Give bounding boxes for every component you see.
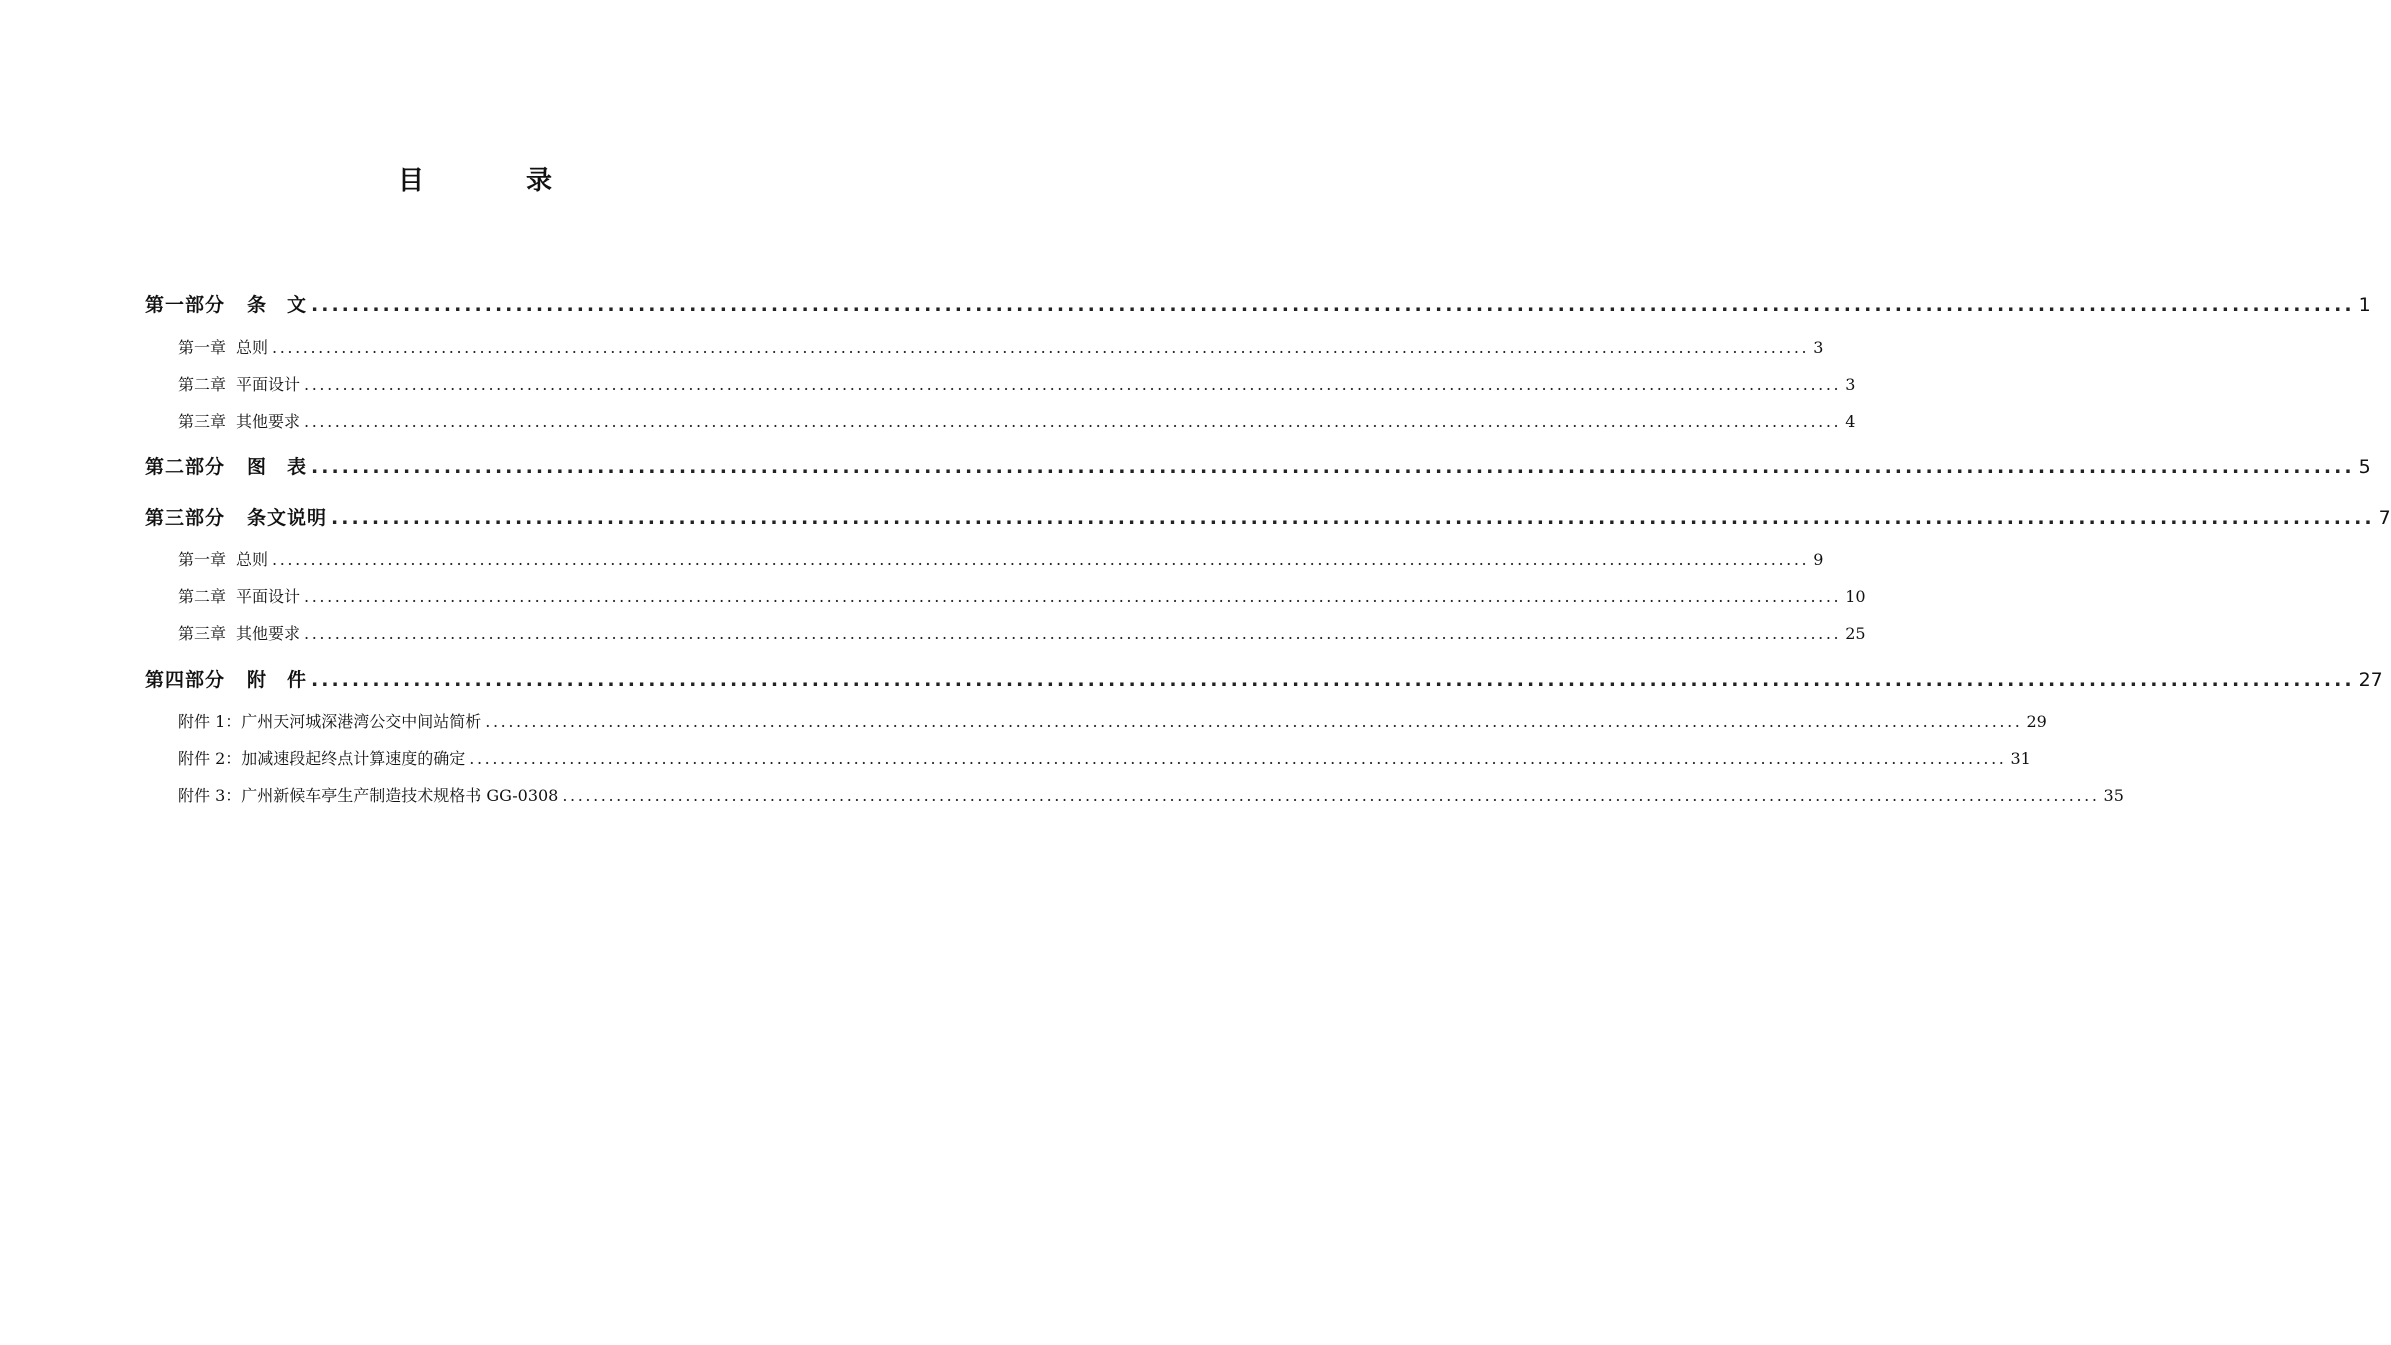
toc-chapter-entry[interactable] (178, 783, 2124, 806)
toc-entry-prefix: 附件 1： (178, 712, 242, 731)
toc-entry-prefix: 第二部分 (145, 456, 226, 478)
toc-part-entry[interactable] (145, 665, 2383, 692)
toc-leader-dots: ........................................................................................................................................................................................................ (304, 375, 1842, 394)
toc-part-entry[interactable] (145, 290, 2371, 317)
toc-page-number: 5 (2358, 456, 2371, 478)
toc-entry-label (178, 547, 268, 570)
toc-entry-prefix: 附件 3： (178, 786, 242, 805)
toc-leader-dots: ........................................................................................................................................................................................................ (272, 550, 1810, 569)
toc-entry-label (178, 335, 268, 358)
toc-leader-dots: ........................................................................................................................................................................................................ (311, 456, 2355, 478)
toc-entry-text: 加减速段起终点计算速度的确定 (241, 749, 466, 768)
toc-entry-prefix: 附件 2： (178, 749, 242, 768)
toc-leader-dots: ........................................................................................................................................................................................................ (311, 294, 2355, 316)
toc-entry-label (178, 709, 481, 732)
toc-entry-text: 广州新候车亭生产制造技术规格书 GG-0308 (241, 786, 559, 805)
toc-page-number: 3 (1845, 375, 1856, 394)
toc-page-number: 29 (2026, 712, 2047, 731)
toc-chapter-entry[interactable] (178, 409, 1856, 432)
toc-page-number: 3 (1813, 338, 1824, 357)
toc-entry-text: 平面设计 (236, 587, 301, 606)
toc-chapter-entry[interactable] (178, 746, 2031, 769)
toc-leader-dots: ........................................................................................................................................................................................................ (304, 624, 1842, 643)
toc-chapter-entry[interactable] (178, 335, 1824, 358)
toc-leader-dots: ........................................................................................................................................................................................................ (272, 338, 1810, 357)
toc-entry-text: 平面设计 (236, 375, 301, 394)
toc-page-number: 27 (2358, 669, 2383, 691)
toc-entry-prefix: 第三部分 (145, 507, 226, 529)
toc-entry-prefix: 第一部分 (145, 294, 226, 316)
toc-leader-dots: ........................................................................................................................................................................................................ (331, 507, 2375, 529)
toc-entry-label (178, 584, 300, 607)
toc-page-number: 10 (1845, 587, 1866, 606)
toc-part-entry[interactable] (145, 503, 2391, 530)
toc-entry-label (178, 783, 558, 806)
toc-chapter-entry[interactable] (178, 621, 1866, 644)
toc-leader-dots: ........................................................................................................................................................................................................ (485, 712, 2023, 731)
toc-leader-dots: ........................................................................................................................................................................................................ (469, 749, 2007, 768)
toc-leader-dots: ........................................................................................................................................................................................................ (311, 669, 2355, 691)
toc-page-number: 35 (2103, 786, 2124, 805)
toc-page-number: 4 (1845, 412, 1856, 431)
toc-entry-text: 条 文 (247, 294, 308, 316)
toc-entry-label (178, 372, 300, 395)
toc-entry-prefix: 第一章 (178, 338, 227, 357)
toc-part-entry[interactable] (145, 452, 2371, 479)
toc-entry-prefix: 第三章 (178, 624, 227, 643)
toc-entry-text: 其他要求 (236, 412, 301, 431)
toc-page-number: 7 (2378, 507, 2391, 529)
toc-entry-label (178, 746, 465, 769)
toc-chapter-entry[interactable] (178, 372, 1856, 395)
toc-entry-text: 总则 (236, 550, 269, 569)
toc-entry-label (145, 290, 307, 317)
toc-page-number: 25 (1845, 624, 1866, 643)
toc-entry-label (178, 621, 300, 644)
toc-entry-text: 总则 (236, 338, 269, 357)
toc-entry-prefix: 第一章 (178, 550, 227, 569)
toc-entry-prefix: 第二章 (178, 375, 227, 394)
toc-entry-label (145, 452, 307, 479)
toc-leader-dots: ........................................................................................................................................................................................................ (304, 587, 1842, 606)
toc-chapter-entry[interactable] (178, 584, 1866, 607)
toc-leader-dots: ........................................................................................................................................................................................................ (304, 412, 1842, 431)
toc-chapter-entry[interactable] (178, 547, 1824, 570)
toc-entry-text: 附 件 (247, 669, 308, 691)
toc-entry-prefix: 第四部分 (145, 669, 226, 691)
toc-page-number: 31 (2010, 749, 2031, 768)
toc-entry-text: 其他要求 (236, 624, 301, 643)
toc-entry-prefix: 第三章 (178, 412, 227, 431)
toc-entry-prefix: 第二章 (178, 587, 227, 606)
toc-entry-text: 广州天河城深港湾公交中间站简析 (241, 712, 482, 731)
toc-entry-label (178, 409, 300, 432)
toc-page-number: 1 (2358, 294, 2371, 316)
page-title: 目 录 (397, 166, 590, 196)
toc-leader-dots: ........................................................................................................................................................................................................ (562, 786, 2100, 805)
toc-entry-text: 条文说明 (247, 507, 328, 529)
toc-entry-label (145, 503, 327, 530)
toc-page-number: 9 (1813, 550, 1824, 569)
toc-entry-label (145, 665, 307, 692)
toc-entry-text: 图 表 (247, 456, 308, 478)
toc-chapter-entry[interactable] (178, 709, 2047, 732)
